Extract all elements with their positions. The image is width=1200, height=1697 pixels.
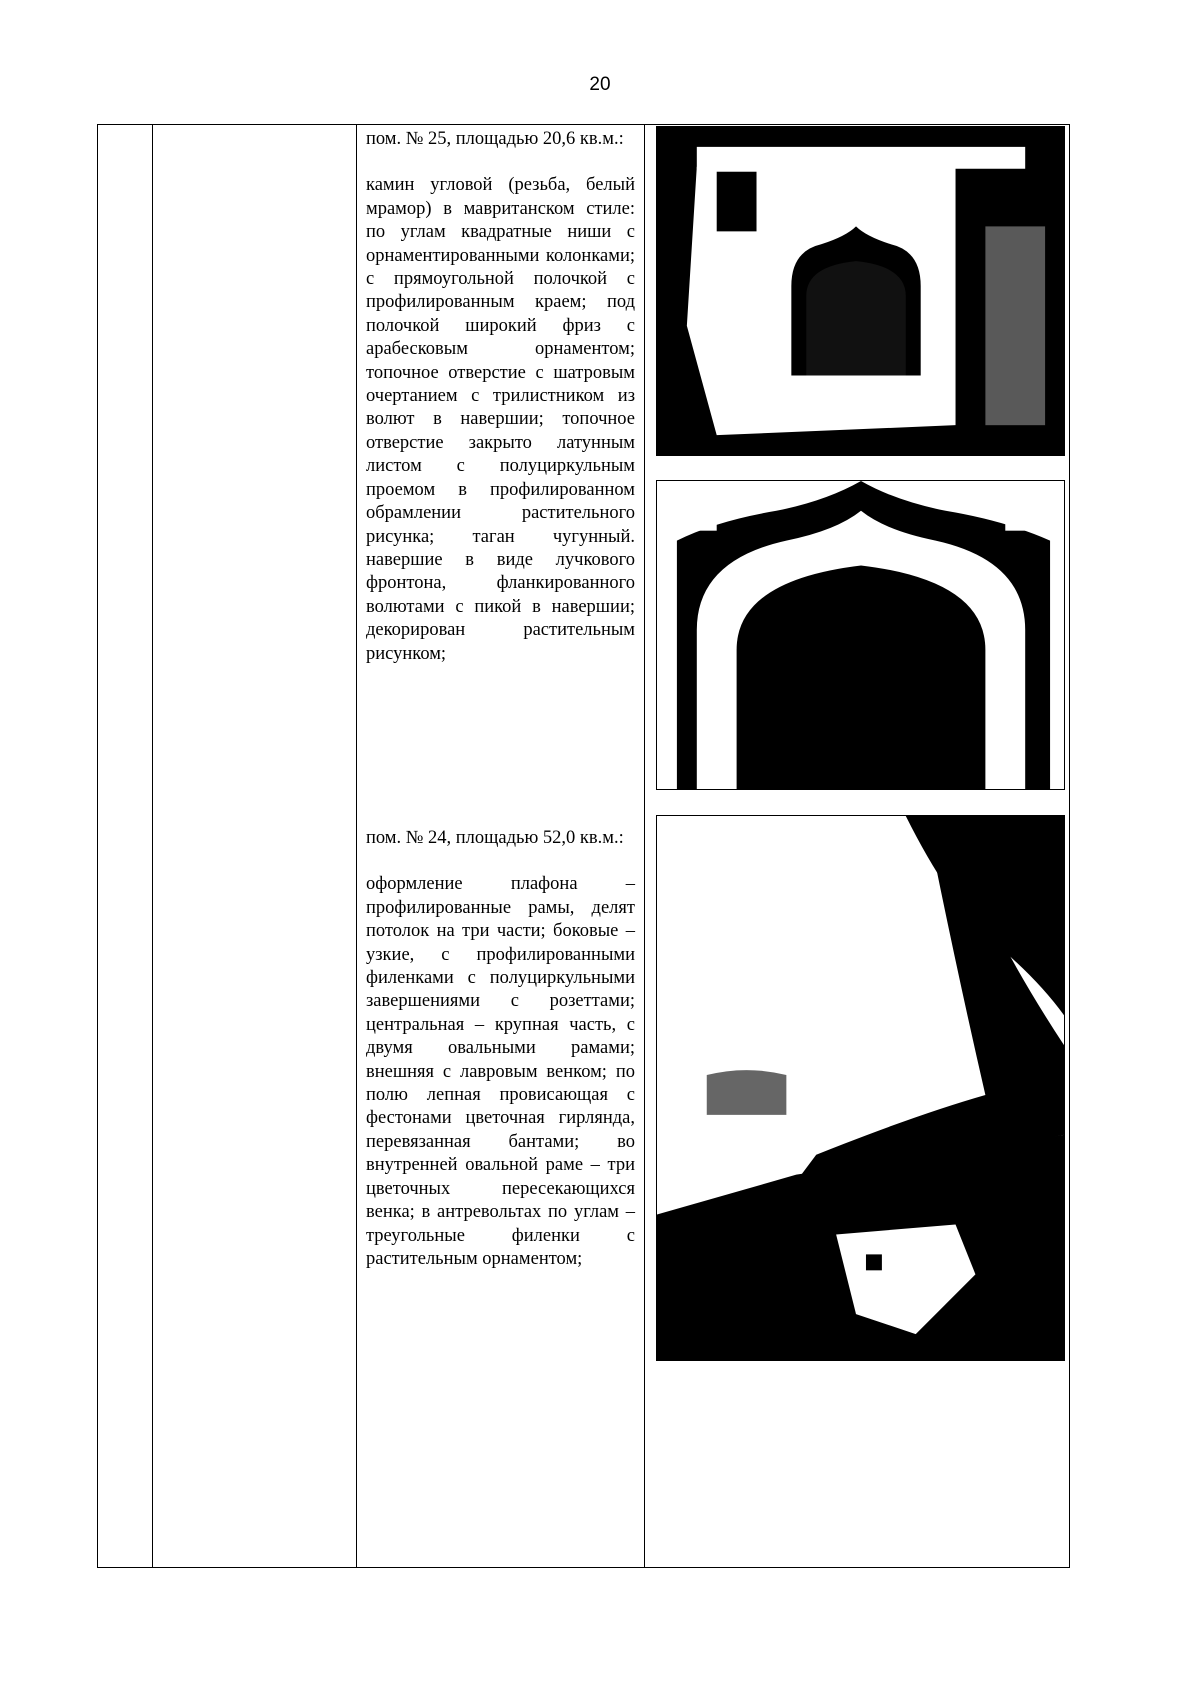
room-description: камин угловой (резьба, белый мрамор) в мавританском стиле: по углам квадратные ниши с орнаментированными колонками; с прямоугольной полочкой с профилированным краем; под полочкой широкий фриз с арабесковым орнаментом; топочное отверстие с шатровым очертанием с трилистником из волют в навершии; топочное отверстие закрыто латунным листом с полуциркульным проемом в профилированном обрамлении растительного рисунка; таган чугунный. навершие в виде лучкового фронтона, фланкированного волютами с пикой в навершии; декорирован растительным рисунком;	[366, 175, 635, 664]
fireplace-detail-photo	[656, 480, 1065, 790]
room-heading: пом. № 25, площадью 20,6 кв.м.:	[366, 129, 624, 149]
room-description: оформление плафона – профилированные рамы, делят потолок на три части; боковые – узкие, с профилированными филенками с полуциркульными завершениями с розеттами; центральная – крупная часть, с двумя овальными рамами; внешняя с лавровым венком; по полю лепная провисающая с фестонами цветочная гирлянда, перевязанная бантами; во внутренней овальной раме – три цветочных пересекающихся венка; в антревольтах по углам – треугольные филенки с растительным орнаментом;	[366, 874, 635, 1269]
entry-room-25	[366, 128, 635, 666]
column-divider	[356, 125, 357, 1567]
fireplace-overview-photo	[656, 126, 1065, 456]
column-divider	[644, 125, 645, 1567]
ceiling-plafond-photo	[656, 815, 1065, 1361]
room-heading: пом. № 24, площадью 52,0 кв.м.:	[366, 828, 624, 848]
column-divider	[152, 125, 153, 1567]
entry-room-24	[366, 827, 635, 1271]
page-number: 20	[589, 74, 611, 95]
